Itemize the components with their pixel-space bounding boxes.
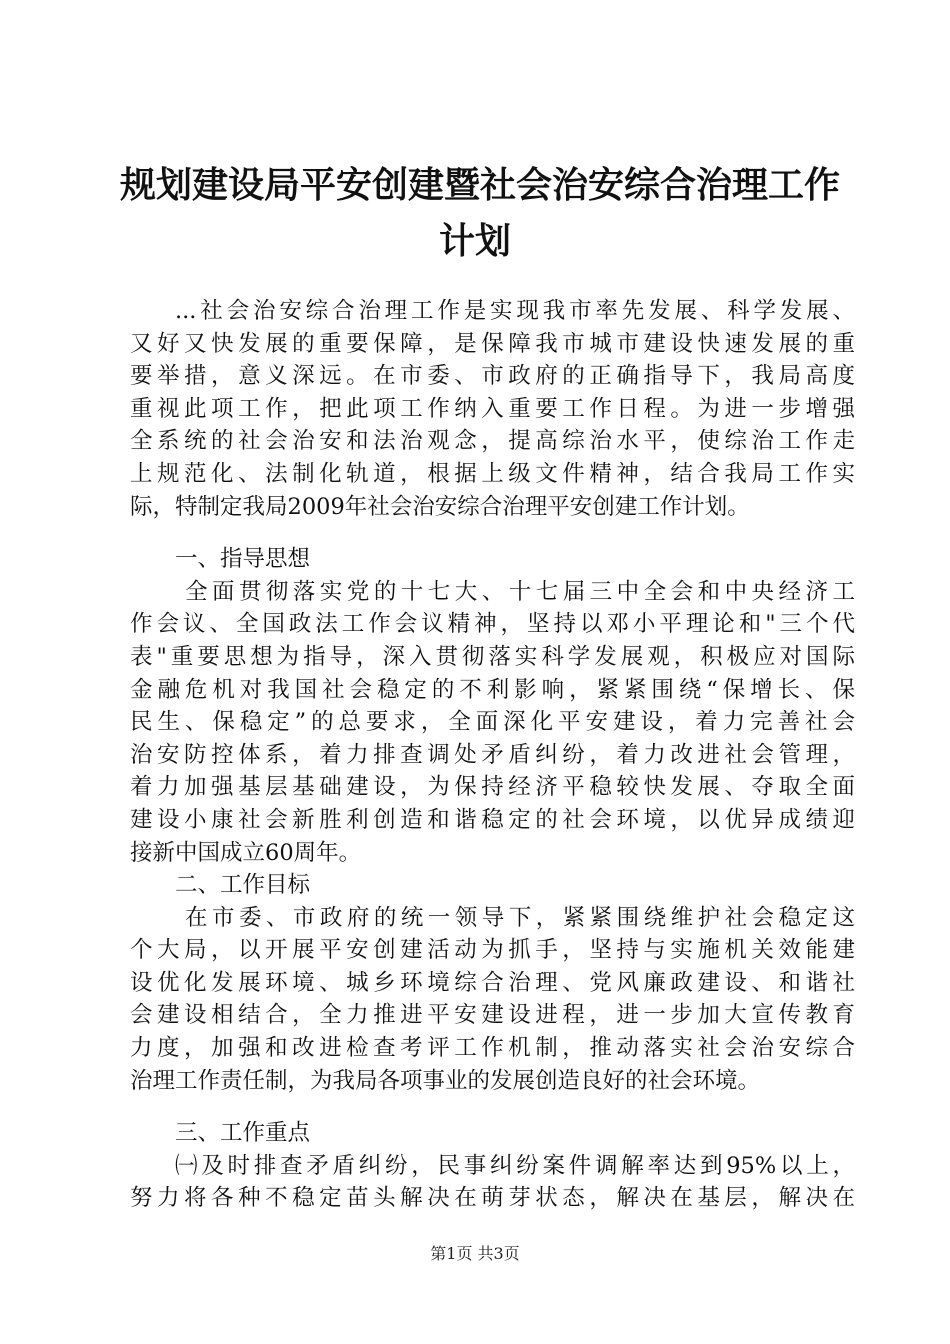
section1-line: 民生、保稳定”的总要求，全面深化平安建设，着力完善社会 [130, 709, 855, 736]
intro-line: 要举措，意义深远。在市委、市政府的正确指导下，我局高度 [130, 363, 855, 390]
intro-line: 重视此项工作，把此项工作纳入重要工作日程。为进一步增强 [130, 395, 855, 422]
section2-line: 治理工作责任制，为我局各项事业的发展创造良好的社会环境。 [130, 1067, 761, 1094]
section3-paragraph [130, 1150, 855, 1215]
section1-line: 全面贯彻落实党的十七大、十七届三中全会和中央经济工 [185, 578, 855, 605]
section1-line: 治安防控体系，着力排查调处矛盾纠纷，着力改进社会管理， [130, 741, 855, 768]
section2-line: 个大局，以开展平安创建活动为抓手，坚持与实施机关效能建 [130, 937, 855, 964]
section2-line: 会建设相结合，全力推进平安建设进程，进一步加大宣传教育 [130, 1002, 855, 1029]
section3-line: 努力将各种不稳定苗头解决在萌芽状态，解决在基层，解决在 [130, 1185, 855, 1212]
section-heading-work-goals: 二、工作目标 [175, 872, 311, 899]
section2-line: 力度，加强和改进检查考评工作机制，推动落实社会治安综合 [130, 1035, 855, 1062]
paragraph-gap [130, 1097, 855, 1117]
section1-line: 作会议、全国政法工作会议精神，坚持以邓小平理论和"三个代 [130, 611, 855, 638]
paragraph-gap [130, 523, 855, 543]
intro-paragraph [130, 295, 855, 523]
section1-line: 建设小康社会新胜利创造和谐稳定的社会环境，以优异成绩迎 [130, 806, 855, 833]
document-body [130, 295, 855, 1215]
page-footer: 第1页 共3页 [430, 1244, 520, 1263]
intro-line: 上规范化、法制化轨道，根据上级文件精神，结合我局工作实 [130, 460, 855, 487]
section-heading-guiding-ideology: 一、指导思想 [175, 546, 311, 573]
section-heading-work-priorities: 三、工作重点 [175, 1120, 311, 1147]
section1-line: 金融危机对我国社会稳定的不利影响，紧紧围绕“保增长、保 [130, 676, 855, 703]
section1-line: 接新中国成立60周年。 [130, 839, 362, 866]
intro-line: 又好又快发展的重要保障，是保障我市城市建设快速发展的重 [130, 330, 855, 357]
intro-line: ...社会治安综合治理工作是实现我市率先发展、科学发展、 [175, 298, 855, 324]
document-title-line-2: 计划 [438, 221, 511, 262]
section2-line: 设优化发展环境、城乡环境综合治理、党风廉政建设、和谐社 [130, 969, 855, 996]
section1-line: 表"重要思想为指导，深入贯彻落实科学发展观，积极应对国际 [130, 643, 855, 670]
intro-line: 际，特制定我局2009年社会治安综合治理平安创建工作计划。 [130, 493, 750, 520]
intro-line: 全系统的社会治安和法治观念，提高综治水平，使综治工作走 [130, 428, 855, 455]
section1-line: 着力加强基层基础建设，为保持经济平稳较快发展、夺取全面 [130, 774, 855, 801]
section2-line: 在市委、市政府的统一领导下，紧紧围绕维护社会稳定这 [185, 904, 855, 931]
section2-paragraph [130, 902, 855, 1098]
section3-line: ㈠及时排查矛盾纠纷，民事纠纷案件调解率达到95%以上， [175, 1152, 855, 1179]
document-title-line-1: 规划建设局平安创建暨社会治安综合治理工作 [120, 165, 841, 206]
section1-paragraph [130, 576, 855, 869]
